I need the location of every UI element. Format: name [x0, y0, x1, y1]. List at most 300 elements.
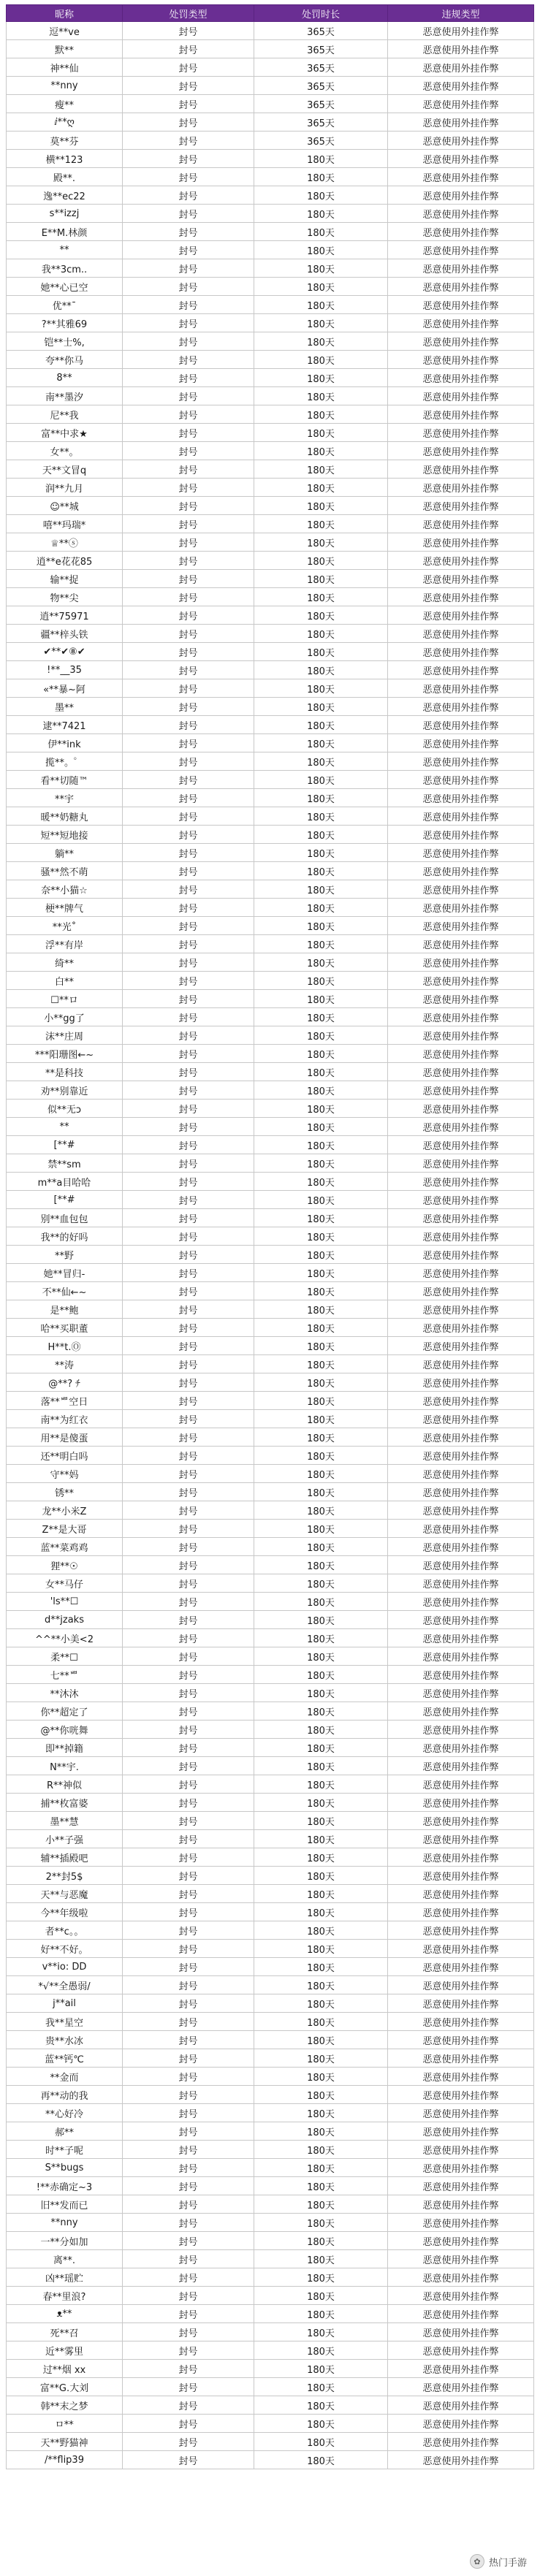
table-row — [7, 515, 534, 533]
cell-violation-type: 恶意使用外挂作弊 — [388, 1574, 534, 1593]
cell-violation-type: 恶意使用外挂作弊 — [388, 625, 534, 643]
cell-violation-type: 恶意使用外挂作弊 — [388, 880, 534, 899]
cell-penalty-type: 封号 — [123, 2232, 254, 2250]
cell-penalty-type: 封号 — [123, 2177, 254, 2195]
cell-penalty-duration: 180天 — [254, 424, 388, 442]
cell-penalty-duration: 180天 — [254, 935, 388, 953]
table-row — [7, 1611, 534, 1629]
cell-nickname: d**jzaks — [7, 1611, 123, 1629]
column-header-penalty-duration: 处罚时长 — [254, 5, 388, 22]
cell-nickname: @**你咣舞 — [7, 1720, 123, 1739]
table-row — [7, 1720, 534, 1739]
cell-penalty-duration: 180天 — [254, 1118, 388, 1136]
table-row — [7, 2068, 534, 2086]
cell-nickname: 凶**瑶贮 — [7, 2268, 123, 2287]
cell-penalty-type: 封号 — [123, 643, 254, 661]
cell-violation-type: 恶意使用外挂作弊 — [388, 1538, 534, 1556]
cell-nickname: 物**尖 — [7, 588, 123, 606]
cell-nickname: 旧**发而已 — [7, 2195, 123, 2214]
cell-violation-type: 恶意使用外挂作弊 — [388, 1501, 534, 1520]
cell-penalty-duration: 180天 — [254, 387, 388, 405]
table-row — [7, 1026, 534, 1045]
cell-penalty-duration: 180天 — [254, 2177, 388, 2195]
table-row — [7, 606, 534, 625]
cell-nickname: 瘦** — [7, 95, 123, 113]
cell-violation-type: 恶意使用外挂作弊 — [388, 771, 534, 789]
cell-penalty-type: 封号 — [123, 2195, 254, 2214]
cell-penalty-type: 封号 — [123, 259, 254, 278]
cell-nickname: **nny — [7, 77, 123, 95]
cell-penalty-duration: 180天 — [254, 1903, 388, 1921]
cell-violation-type: 恶意使用外挂作弊 — [388, 1757, 534, 1775]
cell-penalty-duration: 180天 — [254, 1647, 388, 1666]
cell-nickname: 富**中求★ — [7, 424, 123, 442]
cell-violation-type: 恶意使用外挂作弊 — [388, 2378, 534, 2396]
cell-violation-type: 恶意使用外挂作弊 — [388, 2177, 534, 2195]
cell-violation-type: 恶意使用外挂作弊 — [388, 1428, 534, 1447]
cell-penalty-type: 封号 — [123, 2049, 254, 2068]
cell-penalty-duration: 180天 — [254, 278, 388, 296]
cell-penalty-type: 封号 — [123, 1921, 254, 1940]
table-row — [7, 1227, 534, 1246]
cell-penalty-duration: 180天 — [254, 1958, 388, 1976]
cell-penalty-duration: 180天 — [254, 1428, 388, 1447]
cell-nickname: 逸**ec22 — [7, 186, 123, 205]
table-row — [7, 734, 534, 752]
cell-penalty-type: 封号 — [123, 990, 254, 1008]
cell-nickname: ✔**✔⑧✔ — [7, 643, 123, 661]
cell-penalty-type: 封号 — [123, 1958, 254, 1976]
cell-violation-type: 恶意使用外挂作弊 — [388, 186, 534, 205]
table-row — [7, 533, 534, 552]
cell-nickname: [**# — [7, 1136, 123, 1154]
table-row — [7, 186, 534, 205]
cell-violation-type: 恶意使用外挂作弊 — [388, 2141, 534, 2159]
cell-penalty-type: 封号 — [123, 1720, 254, 1739]
cell-penalty-duration: 180天 — [254, 1081, 388, 1100]
table-row — [7, 880, 534, 899]
table-row — [7, 1008, 534, 1026]
cell-penalty-duration: 180天 — [254, 1720, 388, 1739]
cell-nickname: 夸**你马 — [7, 351, 123, 369]
cell-penalty-duration: 180天 — [254, 1246, 388, 1264]
table-row — [7, 1392, 534, 1410]
cell-violation-type: 恶意使用外挂作弊 — [388, 1410, 534, 1428]
cell-penalty-duration: 180天 — [254, 150, 388, 168]
cell-penalty-duration: 180天 — [254, 2086, 388, 2104]
cell-violation-type: 恶意使用外挂作弊 — [388, 2104, 534, 2122]
table-row — [7, 241, 534, 259]
cell-penalty-type: 封号 — [123, 2159, 254, 2177]
cell-violation-type: 恶意使用外挂作弊 — [388, 2086, 534, 2104]
cell-penalty-type: 封号 — [123, 1447, 254, 1465]
watermark — [465, 2553, 531, 2570]
cell-penalty-duration: 180天 — [254, 1629, 388, 1647]
cell-violation-type: 恶意使用外挂作弊 — [388, 807, 534, 826]
cell-penalty-type: 封号 — [123, 1227, 254, 1246]
table-row — [7, 899, 534, 917]
cell-penalty-type: 封号 — [123, 716, 254, 734]
cell-penalty-duration: 180天 — [254, 1739, 388, 1757]
cell-penalty-type: 封号 — [123, 314, 254, 332]
cell-penalty-type: 封号 — [123, 515, 254, 533]
cell-violation-type: 恶意使用外挂作弊 — [388, 698, 534, 716]
cell-penalty-type: 封号 — [123, 953, 254, 972]
cell-penalty-duration: 180天 — [254, 1501, 388, 1520]
cell-penalty-type: 封号 — [123, 789, 254, 807]
table-row — [7, 1629, 534, 1647]
cell-penalty-duration: 180天 — [254, 844, 388, 862]
cell-penalty-duration: 180天 — [254, 606, 388, 625]
table-row — [7, 2268, 534, 2287]
cell-nickname: 横**123 — [7, 150, 123, 168]
cell-penalty-duration: 180天 — [254, 1520, 388, 1538]
cell-nickname: ?**其雅69 — [7, 314, 123, 332]
table-row — [7, 405, 534, 424]
cell-violation-type: 恶意使用外挂作弊 — [388, 1903, 534, 1921]
cell-nickname: 小**子强 — [7, 1830, 123, 1848]
cell-penalty-duration: 180天 — [254, 1355, 388, 1373]
cell-nickname: 浮**有岸 — [7, 935, 123, 953]
table-row — [7, 1209, 534, 1227]
table-row — [7, 1775, 534, 1794]
cell-violation-type: 恶意使用外挂作弊 — [388, 1100, 534, 1118]
cell-penalty-type: 封号 — [123, 1008, 254, 1026]
cell-violation-type: 恶意使用外挂作弊 — [388, 168, 534, 186]
table-row — [7, 1702, 534, 1720]
cell-penalty-type: 封号 — [123, 1483, 254, 1501]
cell-penalty-type: 封号 — [123, 1867, 254, 1885]
cell-nickname: 者**c。。 — [7, 1921, 123, 1940]
cell-violation-type: 恶意使用外挂作弊 — [388, 1227, 534, 1246]
cell-violation-type: 恶意使用外挂作弊 — [388, 1684, 534, 1702]
table-row — [7, 77, 534, 95]
table-row — [7, 1373, 534, 1392]
cell-violation-type: 恶意使用外挂作弊 — [388, 351, 534, 369]
cell-penalty-duration: 180天 — [254, 643, 388, 661]
cell-penalty-type: 封号 — [123, 2013, 254, 2031]
cell-violation-type: 恶意使用外挂作弊 — [388, 1392, 534, 1410]
cell-penalty-duration: 180天 — [254, 2305, 388, 2323]
cell-violation-type: 恶意使用外挂作弊 — [388, 2049, 534, 2068]
cell-violation-type: 恶意使用外挂作弊 — [388, 387, 534, 405]
table-row — [7, 314, 534, 332]
cell-penalty-type: 封号 — [123, 241, 254, 259]
cell-penalty-type: 封号 — [123, 2141, 254, 2159]
cell-nickname: 输**捉 — [7, 570, 123, 588]
table-row — [7, 2305, 534, 2323]
table-row — [7, 990, 534, 1008]
cell-penalty-type: 封号 — [123, 899, 254, 917]
cell-penalty-duration: 180天 — [254, 1447, 388, 1465]
cell-penalty-type: 封号 — [123, 1940, 254, 1958]
table-row — [7, 1940, 534, 1958]
cell-penalty-duration: 180天 — [254, 2396, 388, 2415]
cell-penalty-duration: 180天 — [254, 625, 388, 643]
cell-violation-type: 恶意使用外挂作弊 — [388, 58, 534, 77]
cell-nickname: E**M.林颜 — [7, 223, 123, 241]
cell-violation-type: 恶意使用外挂作弊 — [388, 789, 534, 807]
cell-nickname: !**__35 — [7, 661, 123, 679]
cell-penalty-duration: 180天 — [254, 2268, 388, 2287]
cell-violation-type: 恶意使用外挂作弊 — [388, 935, 534, 953]
cell-penalty-duration: 180天 — [254, 1063, 388, 1081]
cell-penalty-type: 封号 — [123, 679, 254, 698]
table-row — [7, 1867, 534, 1885]
cell-penalty-duration: 180天 — [254, 661, 388, 679]
cell-nickname: 好**不好。 — [7, 1940, 123, 1958]
cell-penalty-duration: 180天 — [254, 1976, 388, 1994]
cell-violation-type: 恶意使用外挂作弊 — [388, 862, 534, 880]
cell-penalty-type: 封号 — [123, 2323, 254, 2341]
cell-violation-type: 恶意使用外挂作弊 — [388, 1867, 534, 1885]
cell-nickname: 逮**7421 — [7, 716, 123, 734]
table-row — [7, 1739, 534, 1757]
cell-penalty-duration: 180天 — [254, 369, 388, 387]
cell-violation-type: 恶意使用外挂作弊 — [388, 113, 534, 132]
cell-penalty-type: 封号 — [123, 752, 254, 771]
table-row — [7, 387, 534, 405]
cell-penalty-duration: 180天 — [254, 2214, 388, 2232]
cell-violation-type: 恶意使用外挂作弊 — [388, 405, 534, 424]
cell-penalty-type: 封号 — [123, 1392, 254, 1410]
cell-penalty-type: 封号 — [123, 625, 254, 643]
table-row — [7, 1520, 534, 1538]
cell-violation-type: 恶意使用外挂作弊 — [388, 1483, 534, 1501]
cell-violation-type: 恶意使用外挂作弊 — [388, 1556, 534, 1574]
cell-penalty-duration: 180天 — [254, 1574, 388, 1593]
cell-nickname: **是科技 — [7, 1063, 123, 1081]
cell-violation-type: 恶意使用外挂作弊 — [388, 2360, 534, 2378]
cell-penalty-type: 封号 — [123, 1300, 254, 1319]
cell-penalty-duration: 180天 — [254, 2068, 388, 2086]
cell-penalty-type: 封号 — [123, 1337, 254, 1355]
cell-nickname: 墨**慧 — [7, 1812, 123, 1830]
cell-penalty-duration: 180天 — [254, 1026, 388, 1045]
cell-violation-type: 恶意使用外挂作弊 — [388, 2341, 534, 2360]
cell-nickname: ^^**小美<2 — [7, 1629, 123, 1647]
cell-penalty-duration: 180天 — [254, 351, 388, 369]
cell-nickname: 躺** — [7, 844, 123, 862]
cell-nickname: 绮** — [7, 953, 123, 972]
cell-penalty-type: 封号 — [123, 698, 254, 716]
cell-nickname: 我**星空 — [7, 2013, 123, 2031]
cell-nickname: 她**心已空 — [7, 278, 123, 296]
cell-violation-type: 恶意使用外挂作弊 — [388, 679, 534, 698]
table-row — [7, 1118, 534, 1136]
cell-penalty-duration: 180天 — [254, 588, 388, 606]
cell-penalty-type: 封号 — [123, 1209, 254, 1227]
table-row — [7, 1355, 534, 1373]
cell-penalty-duration: 180天 — [254, 1848, 388, 1867]
cell-penalty-type: 封号 — [123, 2287, 254, 2305]
cell-violation-type: 恶意使用外挂作弊 — [388, 1319, 534, 1337]
table-row — [7, 2177, 534, 2195]
table-row — [7, 1282, 534, 1300]
cell-penalty-type: 封号 — [123, 1574, 254, 1593]
cell-nickname: ** — [7, 241, 123, 259]
cell-penalty-type: 封号 — [123, 1246, 254, 1264]
cell-nickname: 劝**别靠近 — [7, 1081, 123, 1100]
cell-violation-type: 恶意使用外挂作弊 — [388, 40, 534, 58]
cell-nickname: 她**冒归- — [7, 1264, 123, 1282]
table-row — [7, 1246, 534, 1264]
table-row — [7, 2049, 534, 2068]
cell-violation-type: 恶意使用外挂作弊 — [388, 734, 534, 752]
cell-nickname: 逗**ve — [7, 22, 123, 40]
cell-penalty-duration: 180天 — [254, 2013, 388, 2031]
cell-penalty-duration: 180天 — [254, 552, 388, 570]
cell-penalty-duration: 180天 — [254, 1045, 388, 1063]
cell-nickname: 不**仙←~ — [7, 1282, 123, 1300]
table-row — [7, 1045, 534, 1063]
cell-penalty-duration: 180天 — [254, 2049, 388, 2068]
table-row — [7, 369, 534, 387]
table-row — [7, 2451, 534, 2469]
cell-violation-type: 恶意使用外挂作弊 — [388, 1830, 534, 1848]
cell-penalty-duration: 180天 — [254, 2141, 388, 2159]
cell-violation-type: 恶意使用外挂作弊 — [388, 1465, 534, 1483]
cell-penalty-duration: 180天 — [254, 1921, 388, 1940]
cell-violation-type: 恶意使用外挂作弊 — [388, 2159, 534, 2177]
cell-penalty-type: 封号 — [123, 1885, 254, 1903]
cell-violation-type: 恶意使用外挂作弊 — [388, 1173, 534, 1191]
cell-violation-type: 恶意使用外挂作弊 — [388, 1118, 534, 1136]
cell-penalty-type: 封号 — [123, 405, 254, 424]
cell-nickname: ☐**ロ — [7, 990, 123, 1008]
cell-violation-type: 恶意使用外挂作弊 — [388, 2433, 534, 2451]
cell-penalty-duration: 180天 — [254, 1100, 388, 1118]
cell-penalty-type: 封号 — [123, 150, 254, 168]
cell-penalty-duration: 180天 — [254, 460, 388, 479]
cell-penalty-type: 封号 — [123, 1319, 254, 1337]
cell-nickname: **金而 — [7, 2068, 123, 2086]
cell-violation-type: 恶意使用外挂作弊 — [388, 2013, 534, 2031]
table-row — [7, 1538, 534, 1556]
cell-penalty-type: 封号 — [123, 40, 254, 58]
cell-penalty-type: 封号 — [123, 533, 254, 552]
cell-violation-type: 恶意使用外挂作弊 — [388, 2415, 534, 2433]
table-row — [7, 1501, 534, 1520]
cell-violation-type: 恶意使用外挂作弊 — [388, 205, 534, 223]
cell-penalty-type: 封号 — [123, 351, 254, 369]
cell-penalty-type: 封号 — [123, 460, 254, 479]
cell-violation-type: 恶意使用外挂作弊 — [388, 1976, 534, 1994]
cell-penalty-duration: 180天 — [254, 1867, 388, 1885]
cell-penalty-duration: 180天 — [254, 1611, 388, 1629]
cell-penalty-duration: 180天 — [254, 917, 388, 935]
cell-nickname: 即**掉籍 — [7, 1739, 123, 1757]
cell-nickname: 时**子呢 — [7, 2141, 123, 2159]
cell-penalty-duration: 180天 — [254, 2250, 388, 2268]
table-row — [7, 1994, 534, 2013]
cell-violation-type: 恶意使用外挂作弊 — [388, 588, 534, 606]
table-row — [7, 953, 534, 972]
cell-nickname: 还**明白吗 — [7, 1447, 123, 1465]
cell-nickname: 白** — [7, 972, 123, 990]
cell-penalty-type: 封号 — [123, 2360, 254, 2378]
cell-penalty-duration: 180天 — [254, 1775, 388, 1794]
cell-penalty-duration: 180天 — [254, 880, 388, 899]
cell-violation-type: 恶意使用外挂作弊 — [388, 77, 534, 95]
table-row — [7, 625, 534, 643]
cell-penalty-type: 封号 — [123, 880, 254, 899]
cell-penalty-duration: 180天 — [254, 1154, 388, 1173]
cell-penalty-type: 封号 — [123, 1556, 254, 1574]
cell-violation-type: 恶意使用外挂作弊 — [388, 1940, 534, 1958]
cell-penalty-type: 封号 — [123, 278, 254, 296]
cell-penalty-duration: 180天 — [254, 1483, 388, 1501]
cell-penalty-duration: 180天 — [254, 1702, 388, 1720]
table-row — [7, 2323, 534, 2341]
cell-nickname: 天**野猫神 — [7, 2433, 123, 2451]
cell-nickname: **涛 — [7, 1355, 123, 1373]
table-row — [7, 1556, 534, 1574]
cell-violation-type: 恶意使用外挂作弊 — [388, 241, 534, 259]
cell-penalty-type: 封号 — [123, 223, 254, 241]
cell-nickname: 沫**庄周 — [7, 1026, 123, 1045]
table-row — [7, 1593, 534, 1611]
cell-penalty-type: 封号 — [123, 497, 254, 515]
cell-penalty-type: 封号 — [123, 807, 254, 826]
cell-violation-type: 恶意使用外挂作弊 — [388, 2268, 534, 2287]
table-row — [7, 1903, 534, 1921]
cell-nickname: 韩**末之梦 — [7, 2396, 123, 2415]
cell-violation-type: 恶意使用外挂作弊 — [388, 1739, 534, 1757]
cell-violation-type: 恶意使用外挂作弊 — [388, 2305, 534, 2323]
cell-penalty-type: 封号 — [123, 1154, 254, 1173]
cell-penalty-type: 封号 — [123, 2415, 254, 2433]
table-row — [7, 1465, 534, 1483]
cell-violation-type: 恶意使用外挂作弊 — [388, 1921, 534, 1940]
cell-penalty-type: 封号 — [123, 1702, 254, 1720]
cell-violation-type: 恶意使用外挂作弊 — [388, 1629, 534, 1647]
cell-penalty-type: 封号 — [123, 1976, 254, 1994]
cell-nickname: R**神似 — [7, 1775, 123, 1794]
cell-penalty-type: 封号 — [123, 442, 254, 460]
cell-penalty-type: 封号 — [123, 2451, 254, 2469]
cell-nickname: **宇 — [7, 789, 123, 807]
cell-violation-type: 恶意使用外挂作弊 — [388, 972, 534, 990]
table-row — [7, 95, 534, 113]
cell-violation-type: 恶意使用外挂作弊 — [388, 990, 534, 1008]
cell-violation-type: 恶意使用外挂作弊 — [388, 132, 534, 150]
cell-violation-type: 恶意使用外挂作弊 — [388, 332, 534, 351]
cell-nickname: **光˚ — [7, 917, 123, 935]
cell-penalty-type: 封号 — [123, 972, 254, 990]
cell-violation-type: 恶意使用外挂作弊 — [388, 1593, 534, 1611]
table-row — [7, 460, 534, 479]
cell-penalty-type: 封号 — [123, 2378, 254, 2396]
table-row — [7, 168, 534, 186]
cell-penalty-duration: 180天 — [254, 734, 388, 752]
table-row — [7, 113, 534, 132]
cell-nickname: 短**短地接 — [7, 826, 123, 844]
cell-penalty-duration: 180天 — [254, 1556, 388, 1574]
cell-penalty-duration: 180天 — [254, 1008, 388, 1026]
cell-nickname: **心好冷 — [7, 2104, 123, 2122]
table-row — [7, 1757, 534, 1775]
cell-violation-type: 恶意使用外挂作弊 — [388, 296, 534, 314]
cell-nickname: 天**与恶魔 — [7, 1885, 123, 1903]
cell-violation-type: 恶意使用外挂作弊 — [388, 1611, 534, 1629]
table-row — [7, 1337, 534, 1355]
table-row — [7, 1300, 534, 1319]
cell-penalty-type: 封号 — [123, 58, 254, 77]
cell-penalty-duration: 180天 — [254, 899, 388, 917]
cell-penalty-duration: 365天 — [254, 95, 388, 113]
cell-penalty-type: 封号 — [123, 2031, 254, 2049]
